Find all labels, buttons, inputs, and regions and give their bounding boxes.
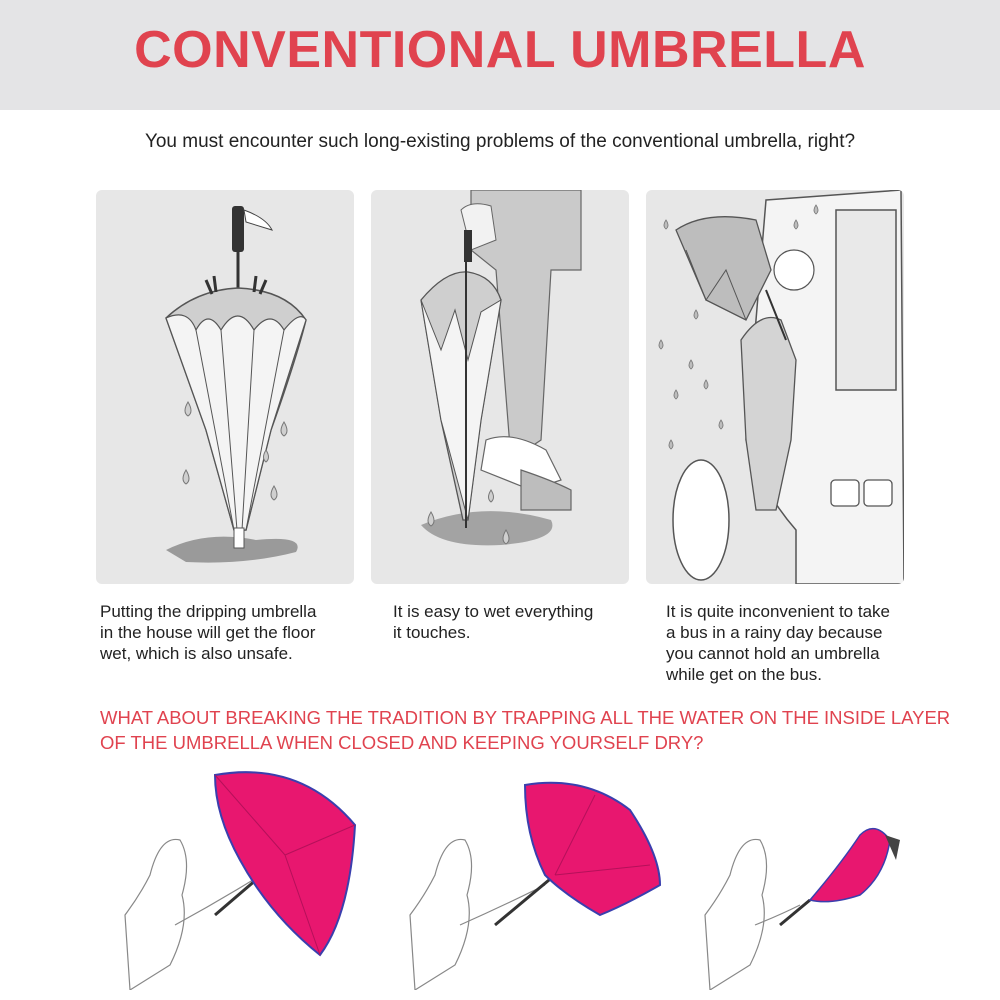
- caption-wet-touching: It is easy to wet everything it touches.: [393, 602, 594, 642]
- closing-step-open: [120, 765, 380, 990]
- page-title: CONVENTIONAL UMBRELLA: [134, 21, 866, 79]
- closing-step-closed: [700, 765, 930, 990]
- caption-bus-boarding: It is quite inconvenient to take a bus in a rainy day because you cannot hold an umbrella while get on the bus.: [666, 602, 890, 684]
- intro-text: You must encounter such long-existing problems of the conventional umbrella, right?: [144, 131, 856, 152]
- illustration-bus-boarding: [646, 190, 904, 584]
- caption-dripping-umbrella: Putting the dripping umbrella in the house will get the floor wet, which is also unsafe.: [100, 602, 317, 663]
- illustration-wet-touching: [371, 190, 629, 584]
- illustration-dripping-umbrella: [96, 190, 354, 584]
- closing-step-inverting: [405, 765, 675, 990]
- question-text: WHAT ABOUT BREAKING THE TRADITION BY TRAPPING ALL THE WATER ON THE INSIDE LAYER OF THE UMBRELLA WHEN CLOSED AND KEEPING YOURSELF DRY?: [100, 707, 951, 753]
